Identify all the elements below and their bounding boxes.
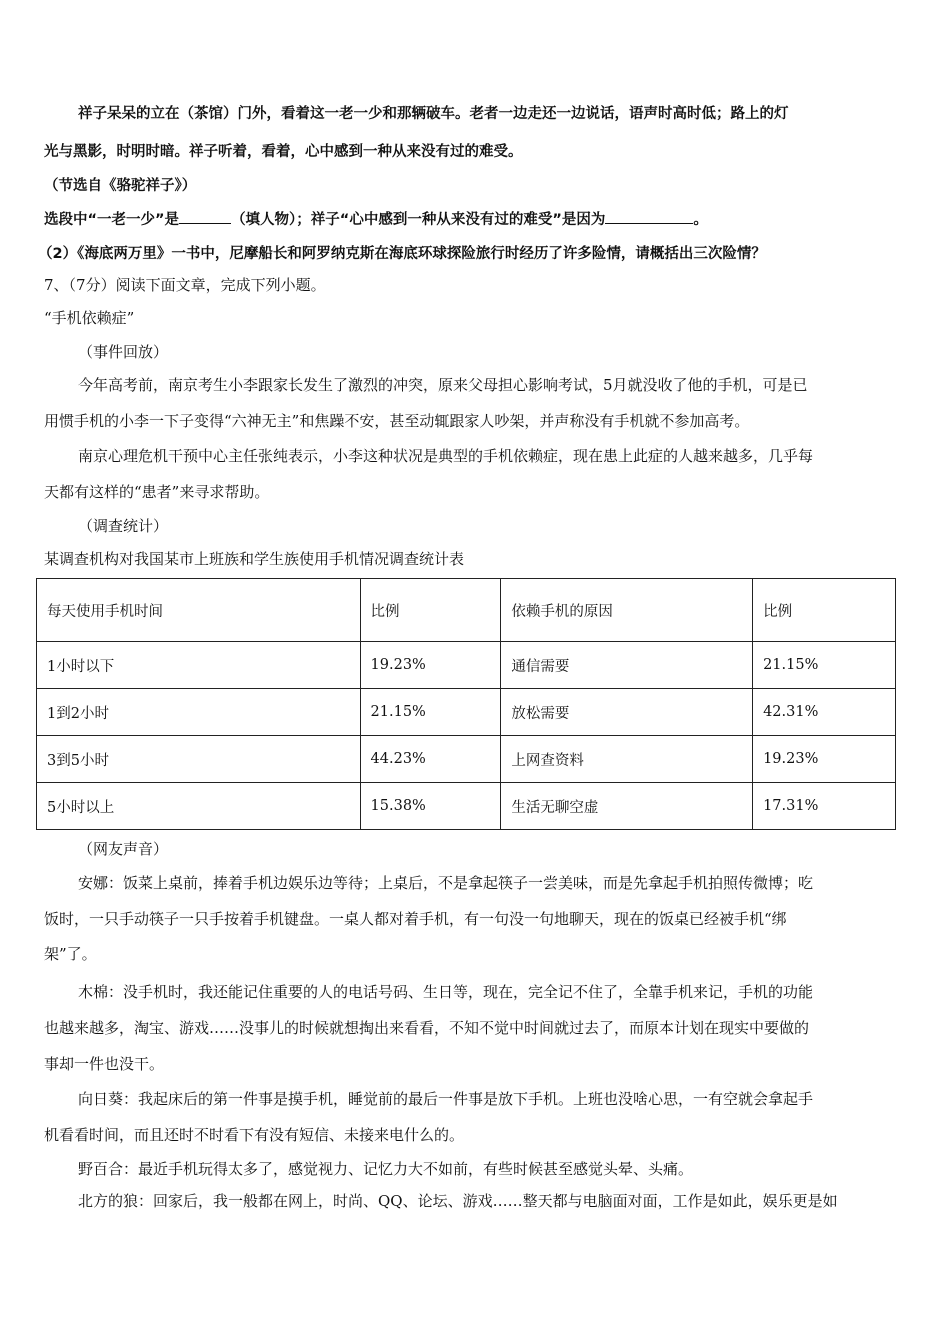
voice-1-line-3: 架”了。 <box>44 945 97 963</box>
voice-5-line-1: 北方的狼：回家后，我一般都在网上，时尚、QQ、论坛、游戏……整天都与电脑面对面，工作是如此，娱乐更是如 <box>78 1192 838 1210</box>
section-netizen-voices: （网友声音） <box>78 840 169 858</box>
table-cell: 42.31% <box>753 689 896 736</box>
paragraph-2-line-2: 天都有这样的“患者”来寻求帮助。 <box>44 483 270 501</box>
table-cell: 放松需要 <box>501 689 753 736</box>
excerpt-source: （节选自《骆驼祥子》） <box>44 178 197 194</box>
table-header-row <box>37 579 896 642</box>
answer-blank-2[interactable] <box>605 209 693 224</box>
table-cell: 17.31% <box>753 783 896 830</box>
table-cell: 15.38% <box>360 783 501 830</box>
table-cell: 3到5小时 <box>37 736 361 783</box>
question-1-text-b: （填人物）；祥子“心中感到一种从来没有过的难受”是因为 <box>231 212 606 228</box>
section-event-replay: （事件回放） <box>78 343 169 361</box>
table-cell: 44.23% <box>360 736 501 783</box>
section-survey: （调查统计） <box>78 517 169 535</box>
table-caption: 某调查机构对我国某市上班族和学生族使用手机情况调查统计表 <box>44 550 465 568</box>
paragraph-1-line-2: 用惯手机的小李一下子变得“六神无主”和焦躁不安，甚至动辄跟家人吵架，并声称没有手机就不参加高考。 <box>44 412 750 430</box>
table-row <box>37 783 896 830</box>
table-row <box>37 689 896 736</box>
table-cell: 1到2小时 <box>37 689 361 736</box>
voice-4: 野百合：最近手机玩得太多了，感觉视力、记忆力大不如前，有些时候甚至感觉头晕、头痛。 <box>78 1160 694 1178</box>
table-row <box>37 736 896 783</box>
voice-2-line-3: 事却一件也没干。 <box>44 1055 165 1073</box>
voice-1-line-1: 安娜：饭菜上桌前，捧着手机边娱乐边等待；上桌后，不是拿起筷子一尝美味，而是先拿起手机拍照传微博；吃 <box>78 874 814 892</box>
excerpt-line-1: 祥子呆呆的立在（茶馆）门外，看着这一老一少和那辆破车。老者一边走还一边说话，语声时高时低；路上的灯 <box>78 106 789 122</box>
table-cell: 19.23% <box>360 642 501 689</box>
table-cell: 生活无聊空虚 <box>501 783 753 830</box>
paragraph-1-line-1: 今年高考前，南京考生小李跟家长发生了激烈的冲突，原来父母担心影响考试，5月就没收了他的手机，可是已 <box>78 376 808 394</box>
voice-3-line-1: 向日葵：我起床后的第一件事是摸手机，睡觉前的最后一件事是放下手机。上班也没啥心思，一有空就会拿起手 <box>78 1090 814 1108</box>
table-header-cell: 依赖手机的原因 <box>501 579 753 642</box>
table-row <box>37 642 896 689</box>
answer-blank-1[interactable] <box>179 209 231 224</box>
survey-table <box>36 578 896 830</box>
article-title: “手机依赖症” <box>44 309 135 327</box>
voice-2-line-1: 木棉：没手机时，我还能记住重要的人的电话号码、生日等，现在，完全记不住了，全靠手机来记，手机的功能 <box>78 983 814 1001</box>
table-header-cell: 每天使用手机时间 <box>37 579 361 642</box>
voice-2-line-2: 也越来越多，淘宝、游戏……没事儿的时候就想掏出来看看，不知不觉中时间就过去了，而原本计划在现实中要做的 <box>44 1019 810 1037</box>
question-1 <box>44 208 708 229</box>
table-cell: 19.23% <box>753 736 896 783</box>
table-header-cell: 比例 <box>360 579 501 642</box>
table-cell: 上网查资料 <box>501 736 753 783</box>
voice-1-line-2: 饭时，一只手动筷子一只手按着手机键盘。一桌人都对着手机，有一句没一句地聊天，现在的饭桌已经被手机“绑 <box>44 910 787 928</box>
voice-3-line-2: 机看看时间，而且还时不时看下有没有短信、未接来电什么的。 <box>44 1126 465 1144</box>
table-cell: 21.15% <box>753 642 896 689</box>
question-1-end: 。 <box>693 212 708 228</box>
question-2: （2）《海底两万里》一书中，尼摩船长和阿罗纳克斯在海底环球探险旅行时经历了许多险情，请概括出三次险情？ <box>38 246 766 262</box>
excerpt-line-2: 光与黑影，时明时暗。祥子听着，看着，心中感到一种从来没有过的难受。 <box>44 144 523 160</box>
q7-header: 7、（7分）阅读下面文章，完成下列小题。 <box>44 276 326 294</box>
question-1-text-a: 选段中“一老一少”是 <box>44 212 180 228</box>
paragraph-2-line-1: 南京心理危机干预中心主任张纯表示，小李这种状况是典型的手机依赖症，现在患上此症的人越来越多，几乎每 <box>78 447 814 465</box>
table-cell: 通信需要 <box>501 642 753 689</box>
table-header-cell: 比例 <box>753 579 896 642</box>
table-cell: 5小时以上 <box>37 783 361 830</box>
table-cell: 1小时以下 <box>37 642 361 689</box>
table-cell: 21.15% <box>360 689 501 736</box>
